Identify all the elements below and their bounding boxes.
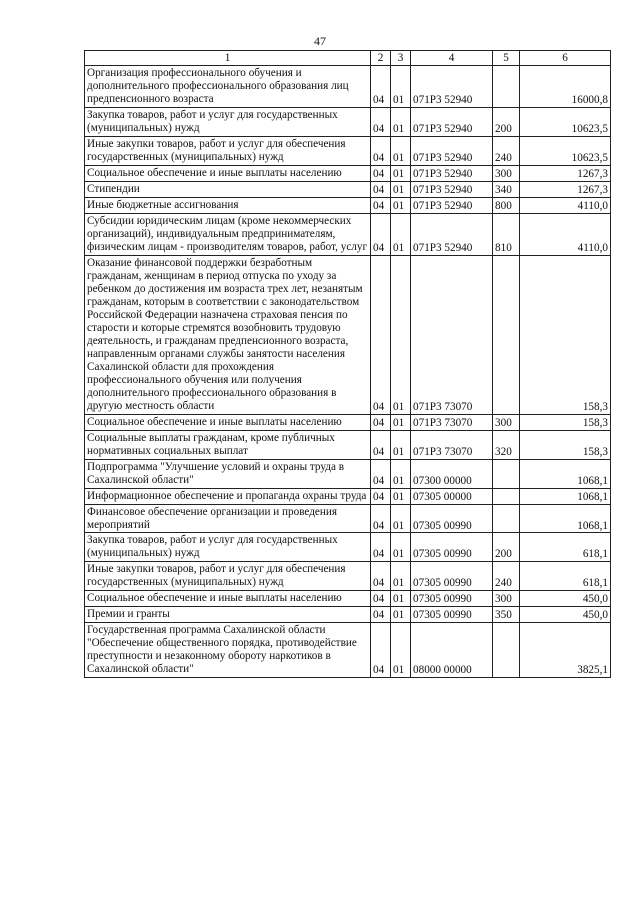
- row-amount: 1068,1: [520, 488, 611, 504]
- row-expense-type: [493, 255, 520, 414]
- table-row: [85, 562, 611, 591]
- row-subsection: 01: [391, 197, 411, 213]
- row-subsection: 01: [391, 136, 411, 165]
- row-subsection: 01: [391, 181, 411, 197]
- page-number: 47: [314, 34, 326, 48]
- row-name: Стипендии: [85, 181, 371, 197]
- row-expense-type: 200: [493, 533, 520, 562]
- row-name: Финансовое обеспечение организации и проведения мероприятий: [85, 504, 371, 533]
- row-section: 04: [371, 430, 391, 459]
- row-name: Премии и гранты: [85, 607, 371, 623]
- table-row: [85, 533, 611, 562]
- row-name: Закупка товаров, работ и услуг для государственных (муниципальных) нужд: [85, 533, 371, 562]
- header-col-1: 1: [85, 51, 371, 66]
- table-row: [85, 213, 611, 255]
- row-amount: 158,3: [520, 414, 611, 430]
- table-row: [85, 430, 611, 459]
- row-expense-type: [493, 623, 520, 678]
- row-expense-type: [493, 459, 520, 488]
- row-subsection: 01: [391, 213, 411, 255]
- row-name: Оказание финансовой поддержки безработным гражданам, женщинам в период отпуска по уходу за ребенком до достижения им возраста трех лет, незанятым гражданам, которым в соответствии с законодательством Российской Федерации назначена страховая пенсия по старости и которые стремятся возобновить трудовую деятельность, и гражданам предпенсионного возраста, направленным органами службы занятости населения Сахалинской области для прохождения профессионального обучения или получения дополнительного профессионального образования в другую местность области: [85, 255, 371, 414]
- row-subsection: 01: [391, 107, 411, 136]
- row-expense-type: 240: [493, 562, 520, 591]
- row-section: 04: [371, 213, 391, 255]
- row-name: Информационное обеспечение и пропаганда охраны труда: [85, 488, 371, 504]
- row-name: Субсидии юридическим лицам (кроме некоммерческих организаций), индивидуальным предпринимателям, физическим лицам - производителям товаров, работ, услуг: [85, 213, 371, 255]
- row-amount: 450,0: [520, 591, 611, 607]
- row-amount: 1267,3: [520, 165, 611, 181]
- table-row: [85, 414, 611, 430]
- row-target-article: 071P3 52940: [411, 181, 493, 197]
- row-section: 04: [371, 459, 391, 488]
- row-amount: 158,3: [520, 255, 611, 414]
- row-target-article: 071P3 52940: [411, 213, 493, 255]
- row-name: Подпрограмма "Улучшение условий и охраны труда в Сахалинской области": [85, 459, 371, 488]
- table-row: [85, 591, 611, 607]
- row-expense-type: 340: [493, 181, 520, 197]
- row-name: Социальное обеспечение и иные выплаты населению: [85, 165, 371, 181]
- row-section: 04: [371, 607, 391, 623]
- row-section: 04: [371, 165, 391, 181]
- row-amount: 618,1: [520, 562, 611, 591]
- row-subsection: 01: [391, 255, 411, 414]
- row-subsection: 01: [391, 430, 411, 459]
- row-name: Социальное обеспечение и иные выплаты населению: [85, 591, 371, 607]
- row-subsection: 01: [391, 562, 411, 591]
- table-row: [85, 504, 611, 533]
- row-section: 04: [371, 136, 391, 165]
- header-col-2: 2: [371, 51, 391, 66]
- row-expense-type: 300: [493, 165, 520, 181]
- row-target-article: 071P3 73070: [411, 414, 493, 430]
- row-amount: 1267,3: [520, 181, 611, 197]
- row-amount: 450,0: [520, 607, 611, 623]
- row-amount: 4110,0: [520, 213, 611, 255]
- row-section: 04: [371, 414, 391, 430]
- row-name: Организация профессионального обучения и дополнительного профессионального образования лиц предпенсионного возраста: [85, 66, 371, 108]
- row-target-article: 07305 00990: [411, 504, 493, 533]
- row-expense-type: 200: [493, 107, 520, 136]
- row-target-article: 07305 00990: [411, 591, 493, 607]
- header-col-3: 3: [391, 51, 411, 66]
- header-col-5: 5: [493, 51, 520, 66]
- row-amount: 3825,1: [520, 623, 611, 678]
- row-subsection: 01: [391, 165, 411, 181]
- row-section: 04: [371, 181, 391, 197]
- row-name: Социальное обеспечение и иные выплаты населению: [85, 414, 371, 430]
- row-target-article: 07305 00990: [411, 533, 493, 562]
- table-row: [85, 136, 611, 165]
- table-row: [85, 623, 611, 678]
- row-target-article: 071P3 52940: [411, 197, 493, 213]
- row-target-article: 071P3 52940: [411, 165, 493, 181]
- row-expense-type: 800: [493, 197, 520, 213]
- row-name: Иные бюджетные ассигнования: [85, 197, 371, 213]
- row-section: 04: [371, 488, 391, 504]
- row-target-article: 07300 00000: [411, 459, 493, 488]
- row-section: 04: [371, 623, 391, 678]
- header-col-4: 4: [411, 51, 493, 66]
- row-amount: 1068,1: [520, 459, 611, 488]
- row-subsection: 01: [391, 66, 411, 108]
- row-expense-type: [493, 66, 520, 108]
- row-target-article: 071P3 73070: [411, 430, 493, 459]
- row-section: 04: [371, 66, 391, 108]
- row-name: Закупка товаров, работ и услуг для государственных (муниципальных) нужд: [85, 107, 371, 136]
- table-row: [85, 607, 611, 623]
- row-target-article: 07305 00990: [411, 562, 493, 591]
- row-section: 04: [371, 533, 391, 562]
- row-amount: 618,1: [520, 533, 611, 562]
- table-row: [85, 255, 611, 414]
- table-row: [85, 165, 611, 181]
- row-section: 04: [371, 107, 391, 136]
- row-expense-type: 300: [493, 591, 520, 607]
- row-subsection: 01: [391, 623, 411, 678]
- table-row: [85, 197, 611, 213]
- row-expense-type: 810: [493, 213, 520, 255]
- row-target-article: 08000 00000: [411, 623, 493, 678]
- row-amount: 10623,5: [520, 136, 611, 165]
- row-subsection: 01: [391, 459, 411, 488]
- row-name: Иные закупки товаров, работ и услуг для обеспечения государственных (муниципальных) нужд: [85, 136, 371, 165]
- row-amount: 158,3: [520, 430, 611, 459]
- row-name: Иные закупки товаров, работ и услуг для обеспечения государственных (муниципальных) нужд: [85, 562, 371, 591]
- row-expense-type: [493, 488, 520, 504]
- row-expense-type: 320: [493, 430, 520, 459]
- row-target-article: 071P3 52940: [411, 136, 493, 165]
- row-section: 04: [371, 255, 391, 414]
- row-subsection: 01: [391, 414, 411, 430]
- table-row: [85, 181, 611, 197]
- row-expense-type: 350: [493, 607, 520, 623]
- row-amount: 16000,8: [520, 66, 611, 108]
- table-row: [85, 107, 611, 136]
- row-target-article: 07305 00000: [411, 488, 493, 504]
- budget-table: [84, 50, 611, 678]
- row-target-article: 071P3 73070: [411, 255, 493, 414]
- row-amount: 4110,0: [520, 197, 611, 213]
- header-col-6: 6: [520, 51, 611, 66]
- table-header-row: [85, 51, 611, 66]
- row-name: Социальные выплаты гражданам, кроме публичных нормативных социальных выплат: [85, 430, 371, 459]
- row-section: 04: [371, 591, 391, 607]
- row-section: 04: [371, 197, 391, 213]
- row-subsection: 01: [391, 607, 411, 623]
- row-target-article: 071P3 52940: [411, 107, 493, 136]
- row-expense-type: [493, 504, 520, 533]
- row-amount: 10623,5: [520, 107, 611, 136]
- row-subsection: 01: [391, 533, 411, 562]
- row-target-article: 071P3 52940: [411, 66, 493, 108]
- row-subsection: 01: [391, 488, 411, 504]
- row-section: 04: [371, 562, 391, 591]
- row-section: 04: [371, 504, 391, 533]
- row-subsection: 01: [391, 591, 411, 607]
- table-row: [85, 66, 611, 108]
- table-row: [85, 488, 611, 504]
- row-expense-type: 240: [493, 136, 520, 165]
- table-row: [85, 459, 611, 488]
- row-target-article: 07305 00990: [411, 607, 493, 623]
- row-subsection: 01: [391, 504, 411, 533]
- row-amount: 1068,1: [520, 504, 611, 533]
- row-expense-type: 300: [493, 414, 520, 430]
- row-name: Государственная программа Сахалинской области "Обеспечение общественного порядка, противодействие преступности и незаконному обороту наркотиков в Сахалинской области": [85, 623, 371, 678]
